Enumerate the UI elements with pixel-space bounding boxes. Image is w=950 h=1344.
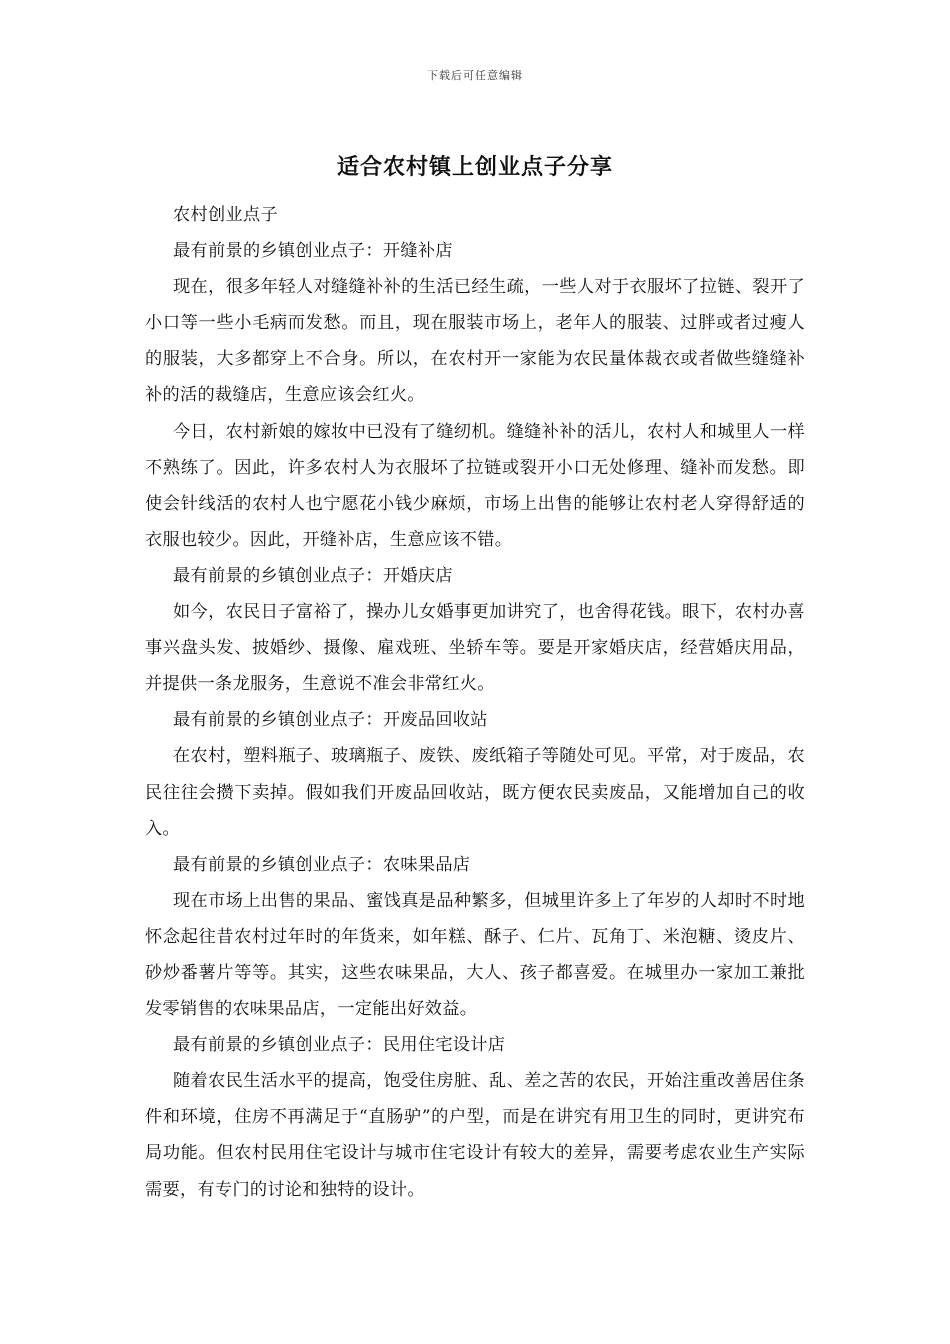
document-title: 适合农村镇上创业点子分享 [336,154,613,180]
section-heading: 最有前景的乡镇创业点子：农味果品店 [173,854,471,875]
body-paragraph: 今日，农村新娘的嫁妆中已没有了缝纫机。缝缝补补的活儿，农村人和城里人一样不熟练了。因此，许多农村人为衣服坏了拉链或裂开小口无处修理、缝补而发愁。即使会针线活的农村人也宁愿花小钱少麻烦，市场上出售的能够让农村老人穿得舒适的衣服也较少。因此，开缝补店，生意应该不错。 [145,421,805,550]
header-note: 下载后可任意编辑 [427,69,523,82]
section-heading: 最有前景的乡镇创业点子：开婚庆店 [173,565,453,586]
body-paragraph: 随着农民生活水平的提高，饱受住房脏、乱、差之苦的农民，开始注重改善居住条件和环境，住房不再满足于“直肠驴”的户型，而是在讲究有用卫生的同时，更讲究布局功能。但农村民用住宅设计与城市住宅设计有较大的差异，需要考虑农业生产实际需要，有专门的讨论和独特的设计。 [145,1071,805,1200]
section-heading: 农村创业点子 [173,205,278,225]
section-heading: 最有前景的乡镇创业点子：开缝补店 [173,241,453,262]
body-paragraph: 现在，很多年轻人对缝缝补补的生活已经生疏，一些人对于衣服坏了拉链、裂开了小口等一些小毛病而发愁。而且，现在服装市场上，老年人的服装、过胖或者过瘦人的服装，大多都穿上不合身。所以，在农村开一家能为农民量体裁衣或者做些缝缝补补的活的裁缝店，生意应该会红火。 [145,277,805,406]
section-heading: 最有前景的乡镇创业点子：开废品回收站 [173,710,488,731]
body-paragraph: 现在市场上出售的果品、蜜饯真是品种繁多，但城里许多上了年岁的人却时不时地怀念起往昔农村过年时的年货来，如年糕、酥子、仁片、瓦角丁、米泡糖、烫皮片、砂炒番薯片等等。其实，这些农味果品，大人、孩子都喜爱。在城里办一家加工兼批发零销售的农味果品店，一定能出好效益。 [145,890,805,1020]
body-paragraph: 如今，农民日子富裕了，操办儿女婚事更加讲究了，也舍得花钱。眼下，农村办喜事兴盘头发、披婚纱、摄像、雇戏班、坐轿车等。要是开家婚庆店，经营婚庆用品，并提供一条龙服务，生意说不准会非常红火。 [145,602,805,695]
document-body [145,197,805,1208]
body-paragraph: 在农村，塑料瓶子、玻璃瓶子、废铁、废纸箱子等随处可见。平常，对于废品，农民往往会攒下卖掉。假如我们开废品回收站，既方便农民卖废品，又能增加自己的收入。 [145,746,805,839]
section-heading: 最有前景的乡镇创业点子：民用住宅设计店 [173,1035,506,1056]
